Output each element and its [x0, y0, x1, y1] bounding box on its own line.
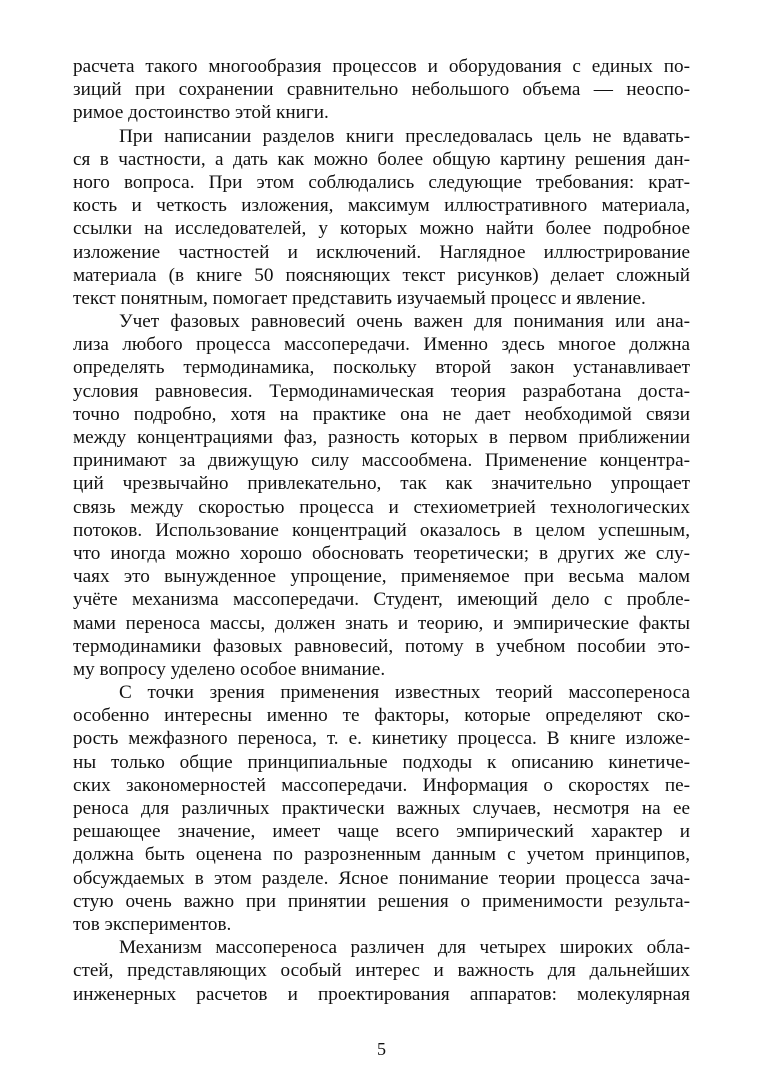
text-line: учёте механизма массопередачи. Студент, имеющий дело с пробле-	[73, 589, 690, 611]
text-line: кость и четкость изложения, максимум иллюстративного материала,	[73, 195, 690, 217]
text-line: стую очень важно при принятии решения о применимости результа-	[73, 890, 690, 912]
text-line: потоков. Использование концентраций оказалось в целом успешным,	[73, 519, 690, 541]
text-line: расчета такого многообразия процессов и оборудования с единых по-	[73, 56, 690, 77]
paragraph-2	[73, 125, 690, 311]
paragraph-4	[73, 681, 690, 936]
text-line: ских закономерностей массопередачи. Информация о скоростях пе-	[73, 774, 690, 796]
text-line: обсуждаемых в этом разделе. Ясное понимание теории процесса зача-	[73, 867, 690, 889]
text-line: римое достоинство этой книги.	[73, 102, 329, 124]
paragraph-5	[73, 936, 690, 1006]
text-line: лиза любого процесса массопередачи. Именно здесь многое должна	[73, 334, 690, 356]
text-line: реноса для различных практически важных случаев, несмотря на ее	[73, 798, 690, 819]
text-line: определять термодинамика, поскольку второй закон устанавливает	[73, 357, 690, 379]
text-line: чаях это вынужденное упрощение, применяемое при весьма малом	[73, 566, 690, 588]
text-line: стей, представляющих особый интерес и важность для дальнейших	[73, 960, 690, 982]
text-line: особенно интересны именно те факторы, которые определяют ско-	[73, 705, 690, 727]
text-line: Механизм массопереноса различен для четырех широких обла-	[119, 937, 690, 959]
paragraph-3	[73, 310, 690, 681]
text-line: тов экспериментов.	[73, 913, 232, 935]
text-line: текст понятным, помогает представить изучаемый процесс и явление.	[73, 287, 646, 309]
text-line: термодинамики фазовых равновесий, потому в учебном пособии это-	[73, 635, 690, 657]
text-line: мами переноса массы, должен знать и теорию, и эмпирические факты	[73, 612, 690, 634]
text-line: материала (в книге 50 поясняющих текст рисунков) делает сложный	[73, 264, 690, 286]
text-line: ного вопроса. При этом соблюдались следующие требования: крат-	[73, 171, 690, 193]
text-line: условия равновесия. Термодинамическая теория разработана доста-	[73, 380, 690, 402]
text-line: ся в частности, а дать как можно более общую картину решения дан-	[73, 148, 690, 170]
text-line: принимают за движущую силу массообмена. Применение концентра-	[73, 450, 690, 472]
text-line: рость межфазного переноса, т. е. кинетику процесса. В книге изложе-	[73, 728, 690, 750]
text-line: Учет фазовых равновесий очень важен для понимания или ана-	[119, 311, 690, 333]
text-line: ссылки на исследователей, у которых можно найти более подробное	[73, 218, 690, 240]
text-line: должна быть оценена по разрозненным данным с учетом принципов,	[73, 844, 690, 866]
text-line: между концентрациями фаз, разность которых в первом приближении	[73, 427, 690, 448]
text-line: му вопросу уделено особое внимание.	[73, 658, 386, 680]
text-line: точно подробно, хотя на практике она не дает необходимой связи	[73, 403, 690, 425]
text-line: инженерных расчетов и проектирования аппаратов: молекулярная	[73, 983, 690, 1005]
text-line: ций чрезвычайно привлекательно, так как значительно упрощает	[73, 473, 690, 495]
text-line: что иногда можно хорошо обосновать теоретически; в других же слу-	[73, 542, 690, 564]
text-line: решающее значение, имеет чаще всего эмпирический характер и	[73, 821, 690, 843]
page-body	[73, 55, 690, 1006]
text-line: При написании разделов книги преследовалась цель не вдавать-	[119, 125, 690, 147]
text-line: ны только общие принципиальные подходы к описанию кинетиче-	[73, 751, 690, 773]
text-line: связь между скоростью процесса и стехиометрией технологических	[73, 496, 690, 518]
text-line: изложение частностей и исключений. Наглядное иллюстрирование	[73, 241, 690, 263]
text-line: С точки зрения применения известных теорий массопереноса	[119, 682, 690, 704]
text-line: зиций при сохранении сравнительно небольшого объема — неоспо-	[73, 79, 690, 101]
paragraph-1	[73, 55, 690, 125]
page-number: 5	[377, 1039, 386, 1059]
